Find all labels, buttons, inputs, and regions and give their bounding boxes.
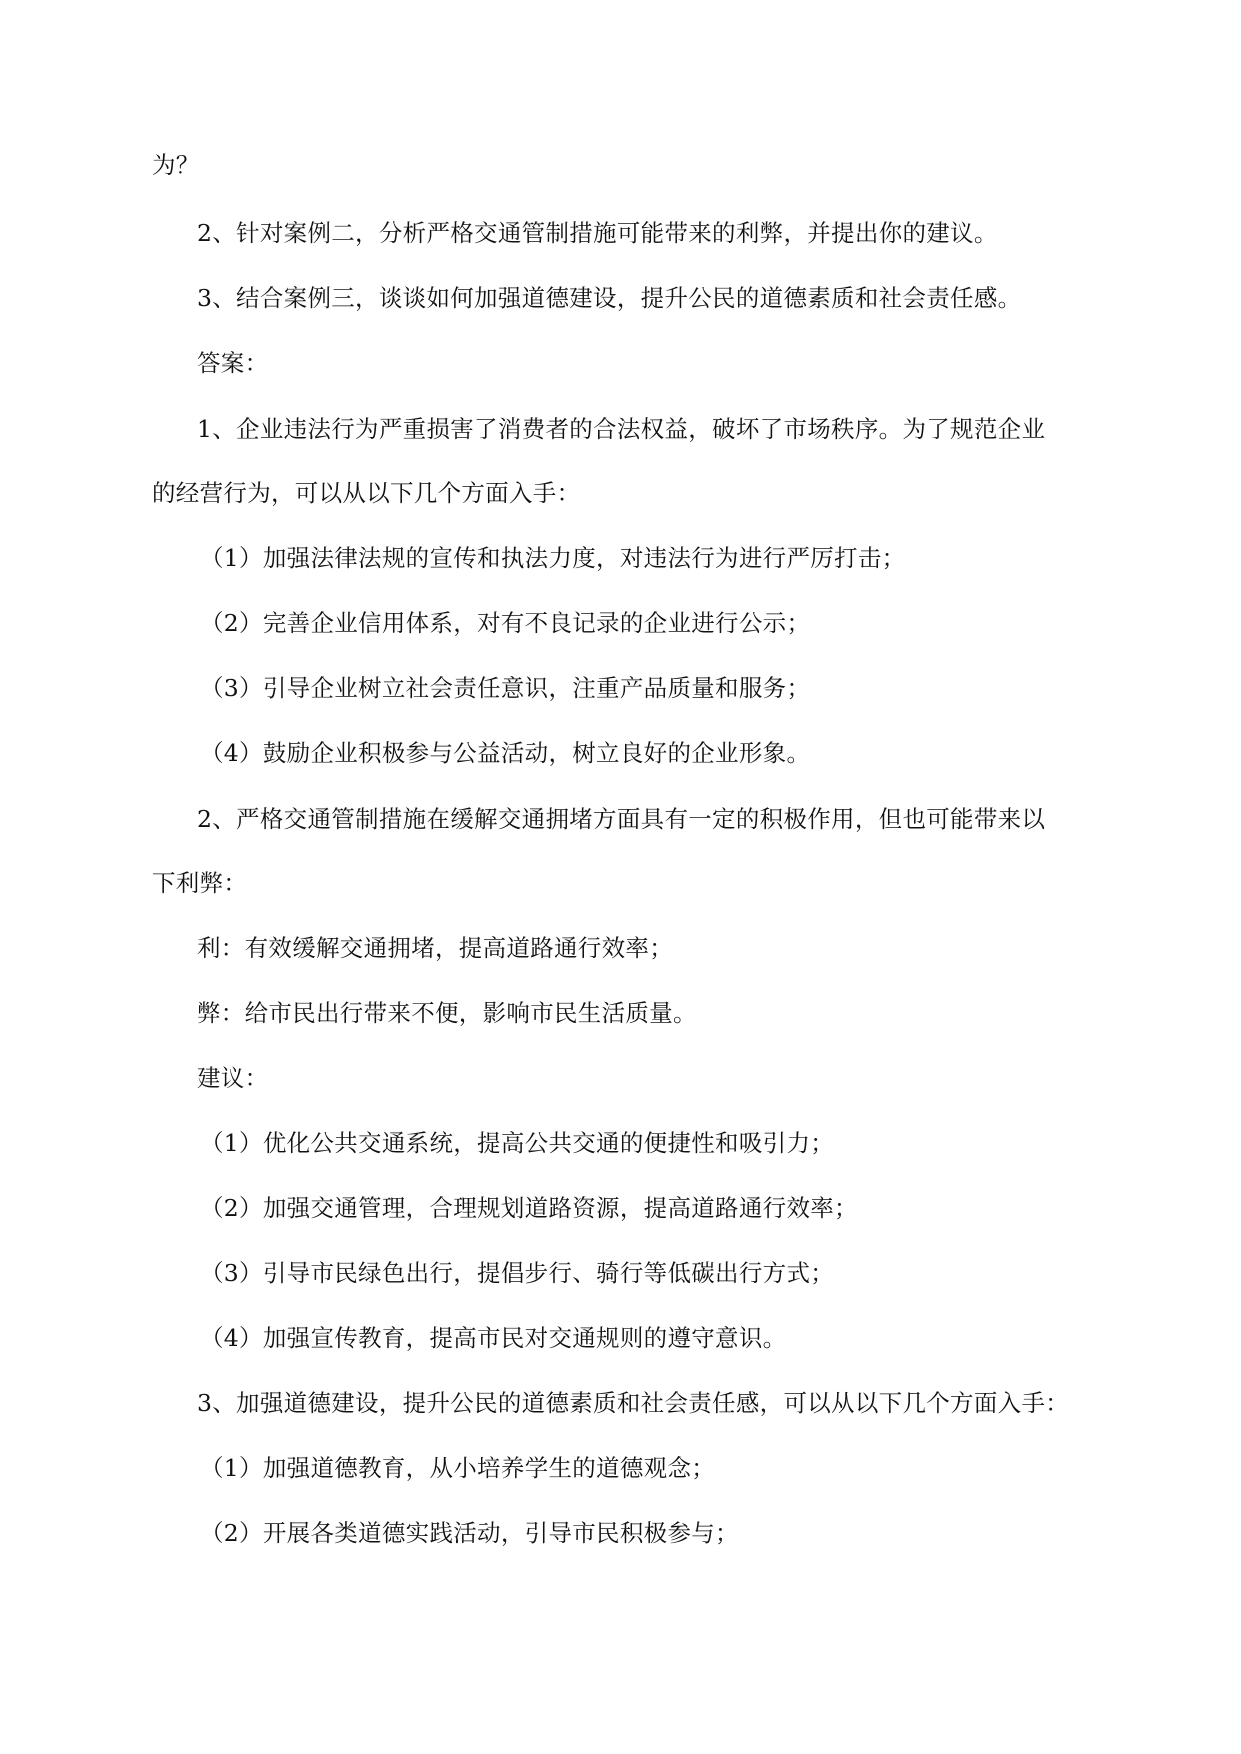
answer-1-paragraph-cont: 的经营行为，可以从以下几个方面入手： — [152, 479, 581, 507]
suggestion-item-3: （3）引导市民绿色出行，提倡步行、骑行等低碳出行方式； — [200, 1259, 835, 1287]
text-line: 为？ — [152, 151, 200, 179]
suggestions-heading: 建议： — [197, 1064, 269, 1092]
suggestion-item-4: （4）加强宣传教育，提高市民对交通规则的遵守意识。 — [200, 1324, 787, 1352]
answer-1-item-2: （2）完善企业信用体系，对有不良记录的企业进行公示； — [200, 609, 811, 637]
answer-2-paragraph-cont: 下利弊： — [152, 869, 248, 897]
suggestion-item-1: （1）优化公共交通系统，提高公共交通的便捷性和吸引力； — [200, 1129, 835, 1157]
question-3: 3、结合案例三，谈谈如何加强道德建设，提升公民的道德素质和社会责任感。 — [197, 284, 1022, 312]
answer-heading: 答案： — [197, 349, 269, 377]
suggestion-item-2: （2）加强交通管理，合理规划道路资源，提高道路通行效率； — [200, 1194, 858, 1222]
answer-2-pro: 利：有效缓解交通拥堵，提高道路通行效率； — [197, 934, 673, 962]
answer-1-item-1: （1）加强法律法规的宣传和执法力度，对违法行为进行严厉打击； — [200, 544, 906, 572]
answer-3-item-1: （1）加强道德教育，从小培养学生的道德观念； — [200, 1454, 716, 1482]
answer-1-paragraph: 1、企业违法行为严重损害了消费者的合法权益，破坏了市场秩序。为了规范企业 — [197, 415, 1046, 443]
answer-1-item-3: （3）引导企业树立社会责任意识，注重产品质量和服务； — [200, 674, 811, 702]
answer-3-item-2: （2）开展各类道德实践活动，引导市民积极参与； — [200, 1519, 739, 1547]
answer-2-paragraph: 2、严格交通管制措施在缓解交通拥堵方面具有一定的积极作用，但也可能带来以 — [197, 805, 1046, 833]
question-2: 2、针对案例二，分析严格交通管制措施可能带来的利弊，并提出你的建议。 — [197, 219, 998, 247]
answer-1-item-4: （4）鼓励企业积极参与公益活动，树立良好的企业形象。 — [200, 739, 811, 767]
answer-2-con: 弊：给市民出行带来不便，影响市民生活质量。 — [197, 999, 697, 1027]
answer-3-paragraph: 3、加强道德建设，提升公民的道德素质和社会责任感，可以从以下几个方面入手： — [197, 1389, 1070, 1417]
